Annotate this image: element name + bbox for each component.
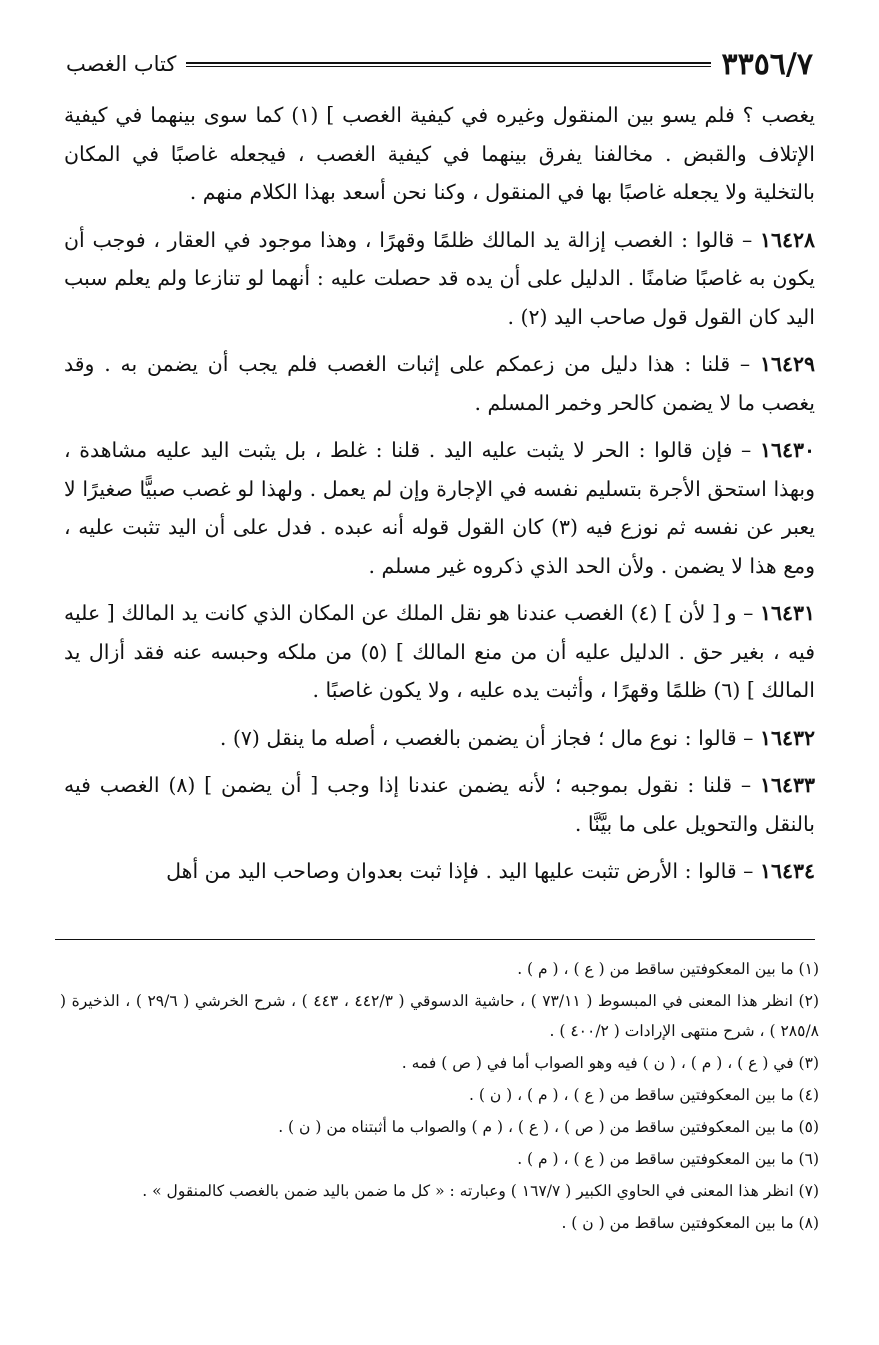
paragraph-number: ١٦٤٣٣ (759, 773, 816, 797)
paragraph (64, 431, 815, 585)
paragraph (64, 766, 815, 843)
paragraph (64, 594, 815, 710)
footnote-separator (55, 939, 815, 940)
paragraph-text: – و [ لأن ] (٤) الغصب عندنا هو نقل الملك عن المكان الذي كانت يد المالك [ عليه فيه ، بغير حق . الدليل عليه أن من منع المالك ] (٥) من ملكه وحبسه عنه فقد أزال يد المالك ] (٦) ظلمًا وقهرًا ، وأثبت يده عليه ، ولا يكون غاصبًا . (64, 601, 815, 702)
paragraph-number: ١٦٤٣٤ (759, 859, 815, 883)
paragraph (64, 96, 815, 212)
page-header (66, 44, 813, 84)
paragraph-text: – قالوا : الغصب إزالة يد المالك ظلمًا وقهرًا ، وهذا موجود في العقار ، فوجب أن يكون به غاصبًا ضامنًا . الدليل على أن يده قد حصلت عليه : أنهما لو تنازعا ولم يعلم سبب اليد كان القول قول صاحب اليد (٢) . (64, 227, 816, 329)
paragraph-text: – فإن قالوا : الحر لا يثبت عليه اليد . قلنا : غلط ، بل يثبت اليد عليه مشاهدة ، وبهذا استحق الأجرة بتسليم نفسه في الإجارة وإن لم يعمل . ولهذا لو غصب صبيًّا صغيرًا لا يعبر عن نفسه ثم نوزع فيه (٣) كان القول قوله أنه عبده . فدل على أن اليد تثبت عليه ، ومع هذا لا يضمن . ولأن الحد الذي ذكروه غير مسلم . (64, 438, 815, 578)
paragraph-text: – قلنا : هذا دليل من زعمكم على إثبات الغصب فلم يجب أن يضمن به . وقد يغصب ما لا يضمن كالحر وخمر المسلم . (64, 352, 815, 415)
footnotes (60, 954, 819, 1240)
paragraph-text: يغصب ؟ فلم يسو بين المنقول وغيره في كيفية الغصب ] (١) كما سوى بينهما في كيفية الإتلاف والقبض . مخالفنا يفرق بينهما في كيفية الغصب ، فيجعله غاصبًا في المكان بالتخلية ولا يجعله غاصبًا بها في المنقول ، وكنا نحن أسعد بهذا الكلام منهم . (64, 103, 815, 204)
main-text (64, 96, 815, 900)
book-title: كتاب الغصب (66, 52, 177, 76)
paragraph-text: – قالوا : الأرض تثبت عليها اليد . فإذا ثبت بعدوان وصاحب اليد من أهل (166, 859, 760, 883)
paragraph-number: ١٦٤٢٩ (759, 352, 815, 376)
footnote: (٨) ما بين المعكوفتين ساقط من ( ن ) . (561, 1214, 819, 1232)
paragraph (64, 221, 815, 337)
paragraph-number: ١٦٤٣١ (759, 601, 815, 625)
paragraph-number: ١٦٤٣٢ (759, 725, 815, 750)
header-rule (186, 62, 711, 67)
footnote: (٣) في ( ع ) ، ( م ) ، ( ن ) فيه وهو الصواب أما في ( ص ) فمه . (401, 1054, 819, 1072)
footnote: (٤) ما بين المعكوفتين ساقط من ( ع ) ، ( م ) ، ( ن ) . (469, 1086, 819, 1104)
footnote: (١) ما بين المعكوفتين ساقط من ( ع ) ، ( م ) . (517, 960, 819, 978)
paragraph (64, 345, 815, 422)
page-number: ٣٣٥٦/٧ (721, 46, 813, 82)
paragraph-text: – قلنا : نقول بموجبه ؛ لأنه يضمن عندنا إذا وجب [ أن يضمن ] (٨) الغصب فيه بالنقل والتحويل على ما بيَّنَّا . (64, 773, 815, 836)
paragraph-text: – قالوا : نوع مال ؛ فجاز أن يضمن بالغصب ، أصله ما ينقل (٧) . (219, 725, 760, 750)
paragraph (64, 719, 815, 758)
footnote: (٥) ما بين المعكوفتين ساقط من ( ص ) ، ( ع ) ، ( م ) والصواب ما أثبتناه من ( ن ) . (278, 1118, 819, 1136)
footnote: (٢) انظر هذا المعنى في المبسوط ( ٧٣/١١ ) ، حاشية الدسوقي ( ٤٤٢/٣ ، ٤٤٣ ) ، شرح الخرشي ( ٢٩/٦ ) ، الذخيرة ( ٢٨٥/٨ ) ، شرح منتهى الإرادات ( ٤٠٠/٢ ) . (60, 992, 819, 1040)
footnote: (٦) ما بين المعكوفتين ساقط من ( ع ) ، ( م ) . (517, 1150, 819, 1168)
paragraph-number: ١٦٤٢٨ (759, 227, 815, 252)
paragraph (64, 852, 815, 891)
footnote: (٧) انظر هذا المعنى في الحاوي الكبير ( ١٦٧/٧ ) وعبارته : « كل ما ضمن باليد ضمن بالغصب كالمنقول » . (142, 1182, 819, 1200)
paragraph-number: ١٦٤٣٠ (759, 438, 815, 462)
